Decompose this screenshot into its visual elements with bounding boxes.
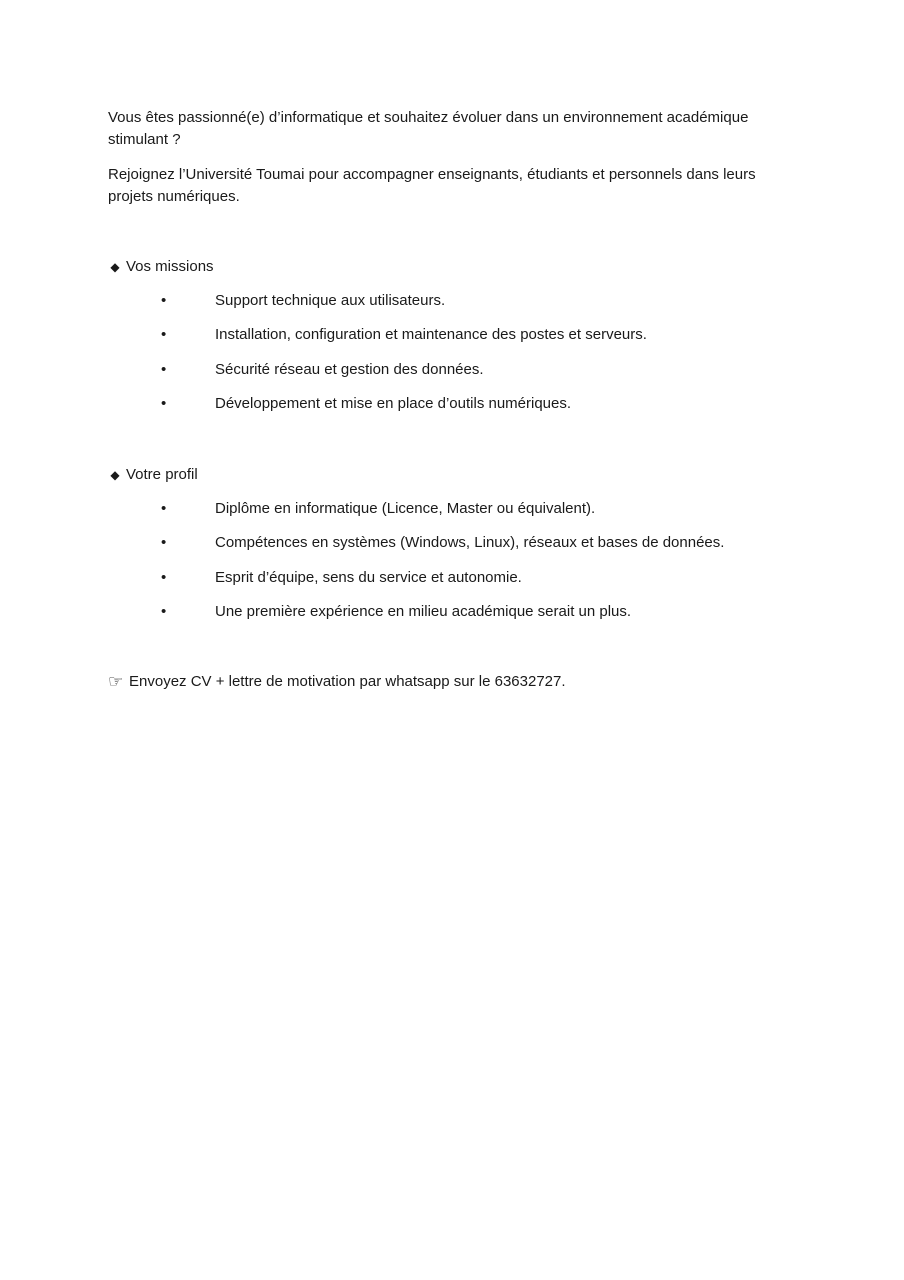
intro-paragraph-2: Rejoignez l’Université Toumai pour accompagner enseignants, étudiants et personnels dans leurs projets numériques. [108, 166, 756, 205]
profile-heading-label: Votre profil [126, 466, 198, 483]
list-item-text: Compétences en systèmes (Windows, Linux), réseaux et bases de données. [215, 534, 725, 552]
missions-heading-label: Vos missions [126, 258, 214, 275]
bullet-icon: • [161, 394, 167, 412]
missions-heading [108, 256, 214, 278]
diamond-icon: ◆ [110, 260, 120, 274]
bullet-icon: • [161, 568, 167, 586]
bullet-icon: • [161, 360, 167, 378]
list-item-text: Sécurité réseau et gestion des données. [215, 360, 484, 378]
bullet-icon: • [161, 500, 167, 517]
list-item [0, 567, 904, 601]
list-item [0, 324, 904, 358]
pointing-hand-icon: ☞ [108, 672, 124, 691]
list-item-text: Une première expérience en milieu académique serait un plus. [215, 602, 632, 620]
list-item-text: Support technique aux utilisateurs. [215, 292, 446, 309]
list-item [0, 498, 904, 532]
contact-line [108, 671, 566, 693]
list-item-text: Diplôme en informatique (Licence, Master ou équivalent). [215, 500, 596, 517]
list-item [0, 359, 904, 393]
diamond-icon: ◆ [110, 468, 120, 482]
missions-list [0, 290, 904, 427]
bullet-icon: • [161, 292, 167, 309]
intro-paragraph-1: Vous êtes passionné(e) d’informatique et souhaitez évoluer dans un environnement académique stimulant ? [108, 109, 749, 148]
list-item-text: Esprit d’équipe, sens du service et autonomie. [215, 568, 522, 586]
contact-text: Envoyez CV + lettre de motivation par whatsapp sur le 63632727. [129, 673, 566, 690]
list-item [0, 393, 904, 427]
list-item [0, 532, 904, 566]
list-item [0, 601, 904, 635]
list-item-text: Développement et mise en place d’outils numériques. [215, 394, 572, 412]
bullet-icon: • [161, 534, 167, 552]
list-item [0, 290, 904, 324]
list-item-text: Installation, configuration et maintenance des postes et serveurs. [215, 326, 647, 344]
profile-list [0, 498, 904, 635]
profile-heading [108, 464, 198, 486]
bullet-icon: • [161, 326, 167, 344]
bullet-icon: • [161, 602, 167, 620]
